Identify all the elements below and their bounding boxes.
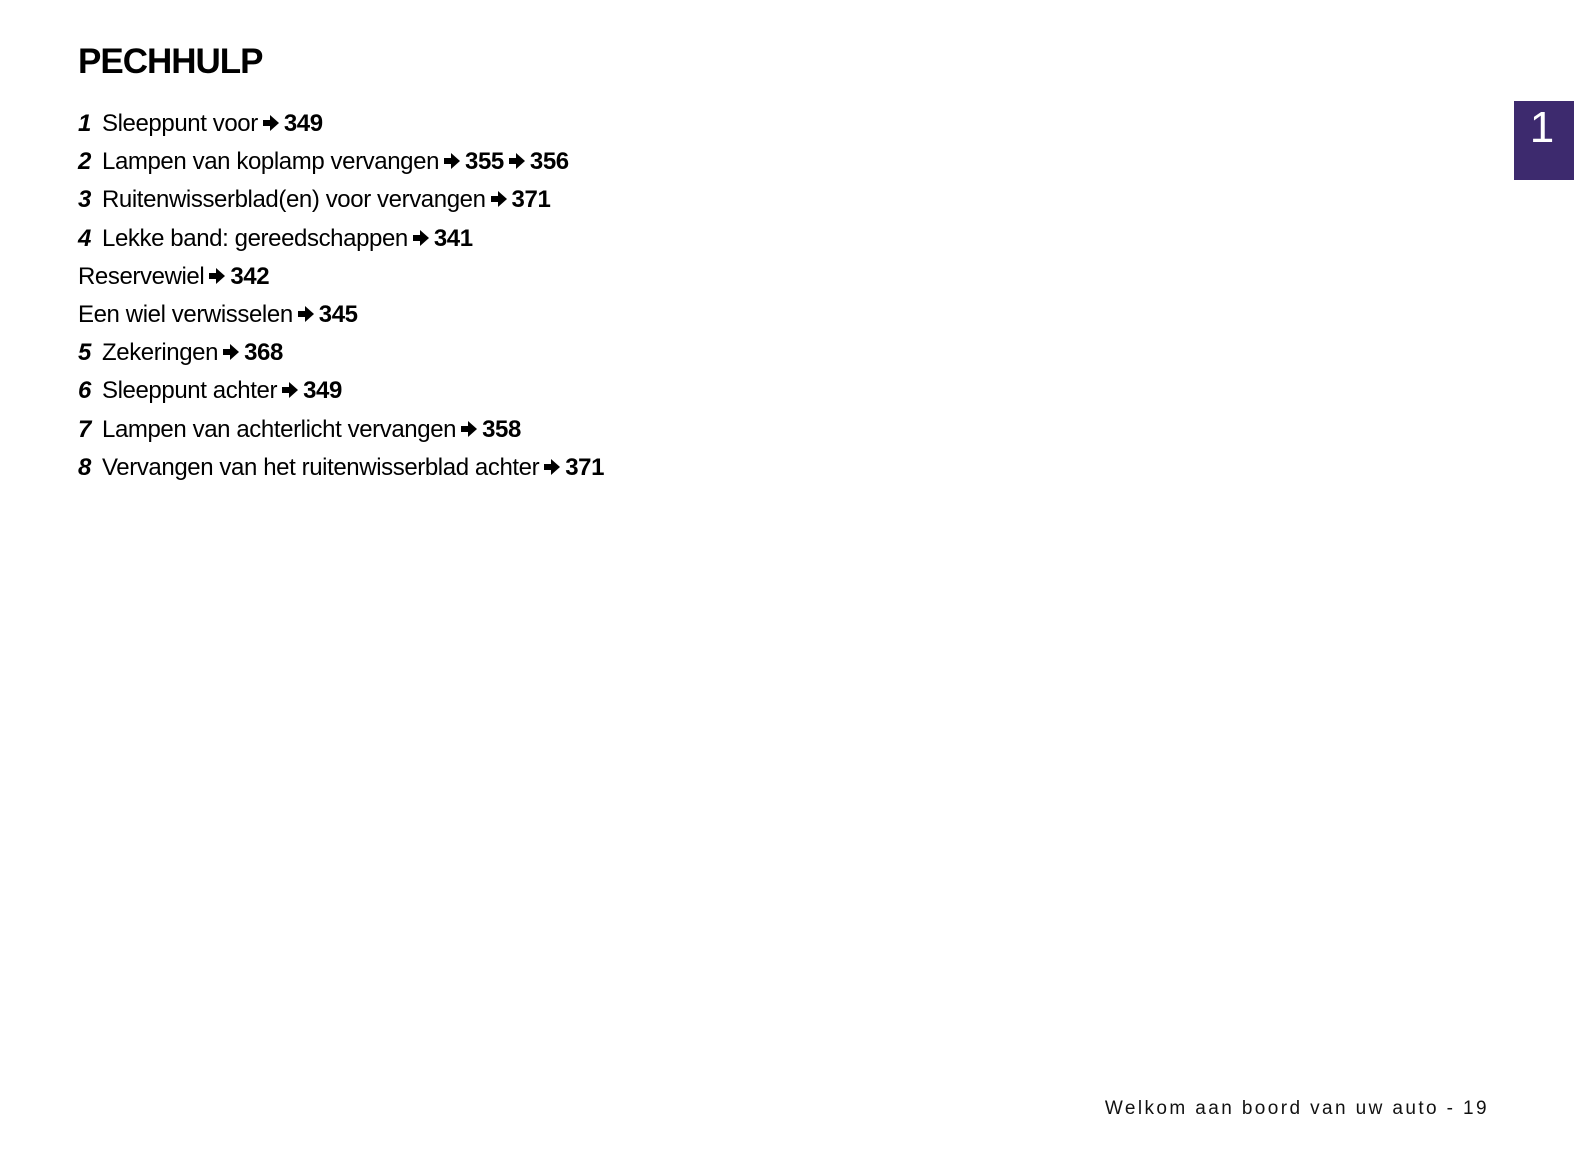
list-item xyxy=(78,411,604,449)
page-reference-link[interactable]: 341 xyxy=(433,224,473,252)
page-reference-link[interactable]: 358 xyxy=(482,415,521,443)
arrow-right-icon xyxy=(489,185,509,209)
arrow-right-icon xyxy=(280,376,300,400)
item-text: Zekeringen xyxy=(102,339,219,367)
item-text: Lampen van koplamp vervangen xyxy=(102,148,440,176)
item-number: 7 xyxy=(78,415,91,443)
list-item xyxy=(78,334,604,372)
item-text: Vervangen van het ruitenwisserblad achter xyxy=(102,453,540,481)
page-reference-link[interactable]: 371 xyxy=(565,453,605,481)
item-number: 5 xyxy=(78,339,91,367)
page-reference-link[interactable]: 356 xyxy=(529,148,569,176)
item-text: Reservewiel xyxy=(78,262,205,290)
list-item xyxy=(78,296,604,334)
item-number: 8 xyxy=(78,453,91,481)
arrow-right-icon xyxy=(207,262,227,286)
arrow-right-icon xyxy=(507,147,527,171)
list-item xyxy=(78,181,604,219)
page-reference-link[interactable]: 349 xyxy=(303,377,342,405)
item-number: 2 xyxy=(78,148,91,176)
page-title: PECHHULP xyxy=(78,42,263,81)
page-footer: Welkom aan boord van uw auto - 19 xyxy=(1104,1098,1489,1119)
arrow-right-icon xyxy=(296,300,316,324)
list-item xyxy=(78,372,604,410)
item-text: Sleeppunt achter xyxy=(102,377,278,405)
item-number: 4 xyxy=(78,224,91,252)
arrow-right-icon xyxy=(442,147,462,171)
arrow-right-icon xyxy=(542,453,562,477)
page-reference-link[interactable]: 355 xyxy=(465,148,504,176)
list-item xyxy=(78,220,604,258)
page-reference-link[interactable]: 368 xyxy=(244,339,283,367)
item-number: 6 xyxy=(78,377,91,405)
arrow-right-icon xyxy=(411,224,431,248)
list-item xyxy=(78,105,604,143)
list-item xyxy=(78,258,604,296)
item-text: Ruitenwisserblad(en) voor vervangen xyxy=(102,186,486,214)
list-item xyxy=(78,449,604,487)
reference-list xyxy=(78,105,604,487)
item-text: Sleeppunt voor xyxy=(102,110,258,137)
item-number: 1 xyxy=(78,110,91,137)
chapter-tab: 1 xyxy=(1514,101,1574,180)
item-text: Lampen van achterlicht vervangen xyxy=(102,415,457,443)
page-reference-link[interactable]: 345 xyxy=(318,300,358,328)
page-reference-link[interactable]: 342 xyxy=(230,262,270,290)
page-reference-link[interactable]: 349 xyxy=(283,110,323,137)
page-reference-link[interactable]: 371 xyxy=(511,186,551,214)
item-number: 3 xyxy=(78,186,91,214)
item-text: Lekke band: gereedschappen xyxy=(102,224,408,252)
arrow-right-icon xyxy=(261,109,281,133)
arrow-right-icon xyxy=(459,415,479,439)
arrow-right-icon xyxy=(221,338,241,362)
list-item xyxy=(78,143,604,181)
item-text: Een wiel verwisselen xyxy=(78,300,293,328)
